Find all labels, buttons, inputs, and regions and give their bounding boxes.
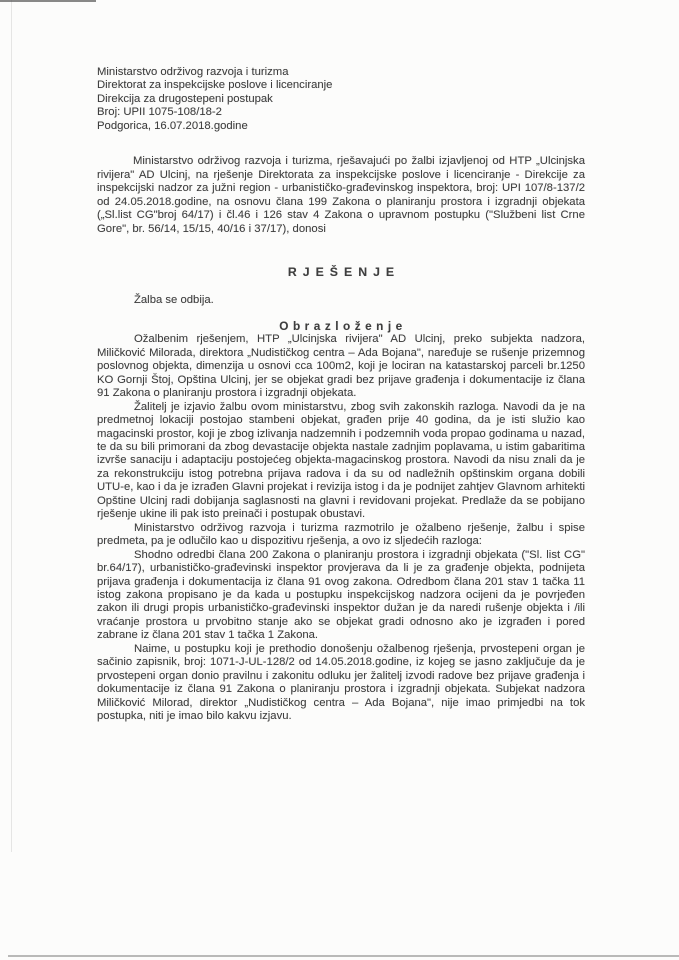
document-content [97, 66, 585, 723]
scan-artifact-top-edge [0, 0, 96, 2]
explanation-paragraph-5: Naime, u postupku koji je prethodio donošenju ožalbenog rješenja, prvostepeni organ je sačinio zapisnik, broj: 1071-J-UL-128/2 od 14.05.2018.godine, iz kojeg se jasno zaključuje da je prvostepeni organ donio pravilnu i zakonitu odluku jer žalitelj izvodi radove bez prijave građenja i dokumentacije iz člana 91 Zakona o planiranju prostora i izgradnji objekata. Subjekat nadzora Miličković Milorad, direktor „Nudističkog centra – Ada Bojana", nije imao primjedbi na tok postupka, niti je imao bilo kakvu izjavu. [97, 642, 585, 723]
directorate-unit: Direkcija za drugostepeni postupak [97, 92, 273, 105]
case-number: Broj: UPII 1075-108/18-2 [97, 106, 222, 119]
decision-ruling: Žalba se odbija. [134, 294, 214, 307]
explanation-paragraph-4: Shodno odredbi člana 200 Zakona o planiranju prostora i izgradnji objekata ("Sl. list CG" br.64/17), urbanističko-građevinski inspektor provjerava da li je za građenje objekta, podnijeta prijava građenja i dokumentacija iz člana 91 ovog zakona. Odredbom člana 201 stav 1 tačka 11 istog zakona propisano je da kada u postupku inspekcijskog nadzora ocijeni da je povrjeđen zakon ili drugi propis urbanističko-građevinski inspektor dužan je da naredi rušenje objekta i /ili vraćanje prostora u prvobitno stanje ako se objekat gradi odnosno ako je izgrađen i pored zabrane iz člana 201 stav 1 tačka 1 Zakona. [97, 548, 585, 642]
place-and-date: Podgorica, 16.07.2018.godine [97, 119, 248, 132]
scan-artifact-bottom-line [8, 955, 679, 957]
explanation-heading: Obrazloženje [279, 318, 407, 333]
explanation-paragraph-1: Ožalbenim rješenjem, HTP „Ulcinjska rivijera" AD Ulcinj, preko subjekta nadzora, Miličković Milorada, direktora „Nudističkog centra – Ada Bojana", naređuje se rušenje prizemnog poslovnog objekta, dimenzija u osnovi cca 100m2, koji je lociran na katastarskoj parceli br.1250 KO Gornji Štoj, Opština Ulcinj, jer se objekat gradi bez prijave građenja i dokumentacije iz člana 91 Zakona o planiranju prostora i izgradnji objekata. [97, 333, 585, 400]
ministry-name: Ministarstvo održivog razvoja i turizma [97, 66, 289, 78]
scan-artifact-left-line [11, 0, 12, 852]
explanation-paragraph-2: Žalitelj je izjavio žalbu ovom ministarstvu, zbog svih zakonskih razloga. Navodi da je na predmetnoj lokaciji postojao stambeni objekat, građen prije 40 godina, da je isti služio kao magacinski prostor, koji je zbog izlivanja nadzemnih i podzemnih voda propao godinama u nazad, te da su bili primorani da zbog devastacije objekta nastale zadnjim poplavama, u istim gabaritima izvrše sanaciju i adaptaciju postojećeg objekta-magacinskog prostora. Navodi da nisu znali da je za rekonstrukciju istog potrebna prijava radova i da su od nadležnih opštinskim organa dobili UTU-e, kao i da je izrađen Glavni projekat i revizija istog i da je podnijet zahtjev Glavnom arhitekti Opštine Ulcinj radi dobijanja saglasnosti na glavni i revidovani projekat. Predlaže da se pobijano rješenje ukine ili pak isto preinači i postupak obustavi. [97, 400, 585, 521]
explanation-paragraph-3: Ministarstvo održivog razvoja i turizma razmotrilo je ožalbeno rješenje, žalbu i spise predmeta, pa je odlučilo kao u dispozitivu rješenja, a ovo iz sljedećih razloga: [97, 521, 585, 548]
intro-paragraph: Ministarstvo održivog razvoja i turizma, rješavajući po žalbi izjavljenoj od HTP „Ulcinjska rivijera" AD Ulcinj, na rješenje Direktorata za inspekcijske poslove i licenciranje - Direkcije za inspekcijski nadzor za južni region - urbanističko-građevinskog inspektora, broj: UPI 107/8-137/2 od 24.05.2018.godine, na osnovu člana 199 Zakona o planiranju prostora i izgradnji objekata („Sl.list CG"broj 64/17) i čl.46 i 126 stav 4 Zakona o upravnom postupku ("Službeni list Crne Gore", br. 56/14, 15/15, 40/16 i 37/17), donosi [97, 155, 585, 235]
letterhead [97, 66, 585, 133]
decision-title: RJEŠENJE [287, 264, 401, 279]
directorate-name: Direktorat za inspekcijske poslove i licenciranje [97, 79, 333, 92]
